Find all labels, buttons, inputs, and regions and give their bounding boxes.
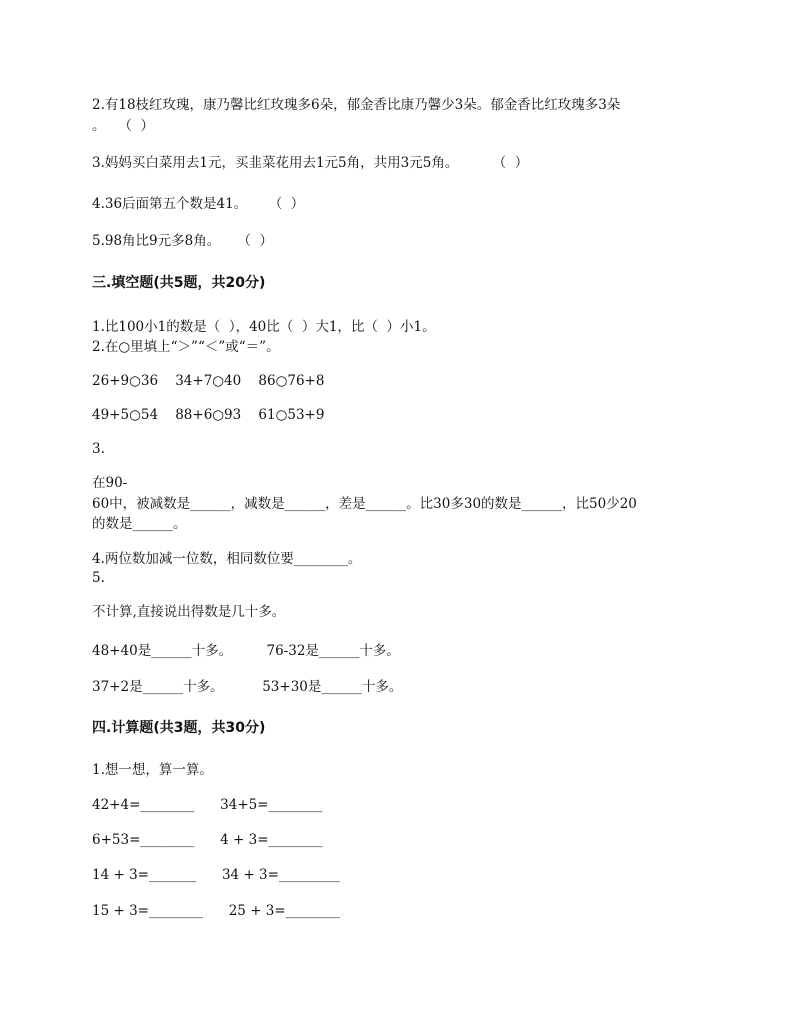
calc-1-row-2: 6+53=________ 4 + 3=________ — [92, 832, 323, 848]
fill-3-number: 3. — [92, 441, 105, 457]
section-4-heading: 四.计算题(共3题，共30分) — [92, 720, 266, 736]
calc-1-row-3: 14 + 3=_______ 34 + 3=_________ — [92, 867, 340, 883]
fill-1: 1.比100小1的数是（ ），40比（ ）大1，比（ ）小1。 — [92, 319, 436, 335]
calc-1: 1.想一想，算一算。 — [92, 762, 213, 778]
section-3-heading: 三.填空题(共5题，共20分) — [92, 275, 266, 291]
fill-2-row-2: 49+5○54 88+6○93 61○53+9 — [92, 407, 325, 423]
fill-2: 2.在○里填上“＞”“＜”或“＝”。 — [92, 339, 280, 355]
fill-3-line-3: 的数是______。 — [92, 516, 187, 532]
fill-5-row-1: 48+40是______十多。 76-32是______十多。 — [92, 643, 400, 659]
question-5: 5.98角比9元多8角。 （ ） — [92, 233, 273, 249]
question-3: 3.妈妈买白菜用去1元，买韭菜花用去1元5角，共用3元5角。 （ ） — [92, 155, 529, 171]
fill-5-row-2: 37+2是______十多。 53+30是______十多。 — [92, 679, 403, 695]
fill-3-line-1: 在90- — [92, 475, 128, 491]
fill-2-row-1: 26+9○36 34+7○40 86○76+8 — [92, 373, 325, 389]
question-4: 4.36后面第五个数是41。 （ ） — [92, 196, 305, 212]
fill-4: 4.两位数加减一位数，相同数位要________。 — [92, 551, 362, 567]
calc-1-row-1: 42+4=________ 34+5=________ — [92, 797, 323, 813]
calc-1-row-4: 15 + 3=________ 25 + 3=________ — [92, 903, 340, 919]
fill-5-number: 5. — [92, 570, 105, 586]
question-2-line-2: 。 （ ） — [92, 118, 154, 134]
question-2-line-1: 2.有18枝红玫瑰，康乃馨比红玫瑰多6朵，郁金香比康乃馨少3朵。郁金香比红玫瑰多3朵 — [92, 97, 621, 113]
fill-5-text: 不计算,直接说出得数是几十多。 — [92, 604, 286, 620]
fill-3-line-2: 60中，被减数是______，减数是______，差是______。比30多30的数是______，比50少20 — [92, 496, 637, 512]
